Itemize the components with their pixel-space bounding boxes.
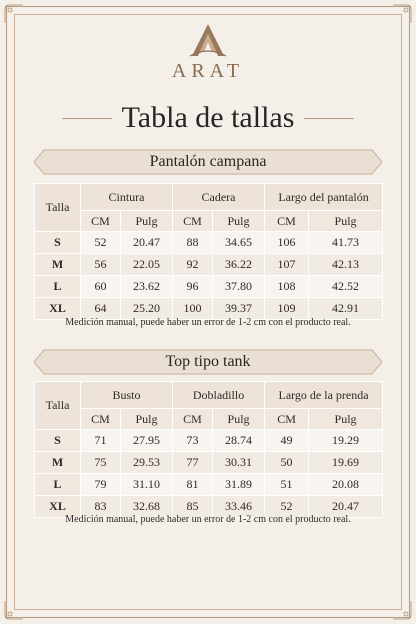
brand-name: ARAT (171, 60, 245, 82)
table-cell: 20.47 (121, 232, 173, 254)
table-cell: 73 (173, 430, 213, 452)
mountain-logo-icon (0, 22, 416, 58)
table-cell: 23.62 (121, 276, 173, 298)
ornament-corner-icon (3, 599, 25, 621)
table-cell: 32.68 (121, 496, 173, 518)
group-header: Cintura (81, 184, 173, 211)
group-header: Largo de la prenda (265, 382, 383, 409)
size-label: M (35, 254, 81, 276)
table-cell: 64 (81, 298, 121, 320)
unit-header: CM (265, 409, 309, 430)
table-cell: 30.31 (213, 452, 265, 474)
table-cell: 19.29 (309, 430, 383, 452)
table-cell: 31.89 (213, 474, 265, 496)
table-cell: 33.46 (213, 496, 265, 518)
table-cell: 29.53 (121, 452, 173, 474)
table-cell: 31.10 (121, 474, 173, 496)
table-row (35, 430, 383, 452)
unit-header: Pulg (121, 211, 173, 232)
table-cell: 20.08 (309, 474, 383, 496)
table-cell: 79 (81, 474, 121, 496)
table-cell: 42.52 (309, 276, 383, 298)
group-header: Dobladillo (173, 382, 265, 409)
table-cell: 34.65 (213, 232, 265, 254)
section-banner-pants (34, 149, 382, 175)
unit-header: CM (265, 211, 309, 232)
unit-header: CM (81, 211, 121, 232)
ornament-corner-icon (391, 599, 413, 621)
table-row (35, 474, 383, 496)
table-cell: 100 (173, 298, 213, 320)
page-title: Tabla de tallas (121, 101, 295, 134)
group-header: Largo del pantalón (265, 184, 383, 211)
table-cell: 20.47 (309, 496, 383, 518)
section-title: Top tipo tank (165, 353, 251, 370)
size-table-pants (34, 183, 383, 320)
table-cell: 56 (81, 254, 121, 276)
size-column-header: Talla (35, 184, 81, 232)
table-cell: 51 (265, 474, 309, 496)
size-label: L (35, 474, 81, 496)
table-cell: 77 (173, 452, 213, 474)
table-cell: 41.73 (309, 232, 383, 254)
measurement-note: Medición manual, puede haber un error de 1-2 cm con el producto real. (65, 317, 351, 328)
size-label: M (35, 452, 81, 474)
table-cell: 50 (265, 452, 309, 474)
size-label: S (35, 232, 81, 254)
table-cell: 88 (173, 232, 213, 254)
title-row (0, 98, 416, 138)
unit-header: Pulg (213, 409, 265, 430)
table-row (35, 452, 383, 474)
size-label: S (35, 430, 81, 452)
table-cell: 49 (265, 430, 309, 452)
group-header: Busto (81, 382, 173, 409)
table-cell: 52 (265, 496, 309, 518)
table-cell: 83 (81, 496, 121, 518)
table-cell: 42.13 (309, 254, 383, 276)
unit-header: Pulg (309, 409, 383, 430)
section-title: Pantalón campana (149, 153, 267, 170)
table-cell: 107 (265, 254, 309, 276)
unit-header: Pulg (213, 211, 265, 232)
table-cell: 22.05 (121, 254, 173, 276)
table-cell: 25.20 (121, 298, 173, 320)
measurement-note: Medición manual, puede haber un error de 1-2 cm con el producto real. (65, 514, 351, 525)
table-cell: 71 (81, 430, 121, 452)
table-cell: 42.91 (309, 298, 383, 320)
table-cell: 52 (81, 232, 121, 254)
size-label: XL (35, 298, 81, 320)
table-cell: 106 (265, 232, 309, 254)
table-cell: 27.95 (121, 430, 173, 452)
table-cell: 109 (265, 298, 309, 320)
table-row (35, 276, 383, 298)
title-divider (304, 118, 354, 119)
size-label: XL (35, 496, 81, 518)
size-column-header: Talla (35, 382, 81, 430)
table-cell: 85 (173, 496, 213, 518)
table-cell: 81 (173, 474, 213, 496)
size-table-tank (34, 381, 383, 518)
unit-header: Pulg (121, 409, 173, 430)
table-cell: 92 (173, 254, 213, 276)
unit-header: CM (173, 409, 213, 430)
table-row (35, 254, 383, 276)
size-label: L (35, 276, 81, 298)
unit-header: CM (81, 409, 121, 430)
table-cell: 37.80 (213, 276, 265, 298)
table-cell: 19.69 (309, 452, 383, 474)
table-cell: 108 (265, 276, 309, 298)
unit-header: CM (173, 211, 213, 232)
table-cell: 96 (173, 276, 213, 298)
table-cell: 36.22 (213, 254, 265, 276)
group-header: Cadera (173, 184, 265, 211)
title-divider (62, 118, 112, 119)
table-cell: 60 (81, 276, 121, 298)
unit-header: Pulg (309, 211, 383, 232)
table-row (35, 232, 383, 254)
table-cell: 75 (81, 452, 121, 474)
table-cell: 28.74 (213, 430, 265, 452)
table-cell: 39.37 (213, 298, 265, 320)
section-banner-tank (34, 349, 382, 375)
